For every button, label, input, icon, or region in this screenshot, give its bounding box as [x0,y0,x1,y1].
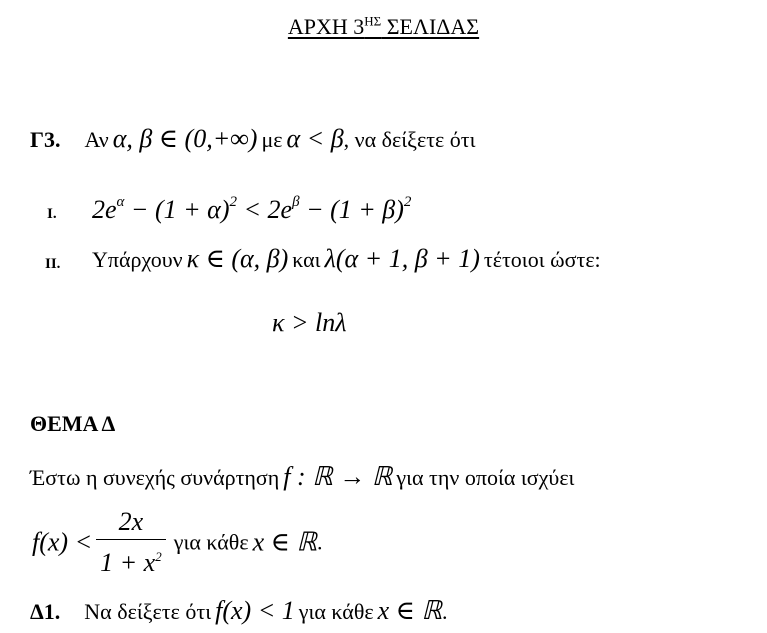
d1-question: Δ1. Να δείξετε ότι f(x) < 1 για κάθε x ∈ ℝ. [30,596,448,625]
d1-text-forall: για κάθε [298,599,374,624]
item-ii-statement [92,244,601,274]
g3-intro-text-end: , να δείξετε ότι [343,127,476,152]
page-header [0,14,767,40]
theme-d-title: ΘΕΜΑ Δ [30,411,116,436]
fraction-denominator: $1 + x^2$ [100,548,162,577]
item-ii-conclusion: κ > lnλ [272,308,347,337]
theme-d-fraction [96,505,166,580]
item-i-number: I. [47,206,57,222]
g3-question [30,124,476,154]
theme-d-text-holds: για την οποία ισχύει [396,465,575,490]
item-ii-text-such-that: τέτοιοι ώστε: [483,247,601,272]
g3-intro-text: Αν [84,127,109,152]
theme-d-ineq-lhs: f(x) < [32,527,93,557]
item-i-formula: $2e^\alpha - (1 + \alpha)^2 < 2e^\beta - (1 + \beta)^2$ [92,194,412,224]
d1-text-show: Να δείξετε ότι [84,599,212,624]
fraction-numerator: 2x [96,505,166,540]
g3-intro-math-inequality: α < β [286,124,344,153]
theme-d-math-domain: x ∈ ℝ [252,527,317,557]
g3-intro-math-domain: α, β ∈ (0,+∞) [112,124,258,153]
theme-d-line1 [30,462,574,492]
theme-d-math-function: f : ℝ → ℝ [283,462,393,491]
item-ii-math-lambda: λ(α + 1, β + 1) [324,244,480,273]
d1-math-bound: f(x) < 1 [215,596,295,625]
theme-d-text-forall: για κάθε [173,529,249,555]
g3-label: Γ3. [30,127,61,152]
item-ii-text-and: και [292,247,321,272]
item-ii-number: II. [45,256,61,272]
page-header-title: ΑΡΧΗ $3^{H\Sigma}$ ΣΕΛΙΔΑΣ [287,14,480,40]
d1-math-domain: x ∈ ℝ [377,596,443,625]
item-ii-text-exist: Υπάρχουν [92,247,183,272]
item-ii-math-kappa: κ ∈ (α, β) [186,244,289,273]
theme-d-inequality: f(x) < $\frac{2x}{1 + x^2}$ για κάθε x ∈ ℝ. [32,505,322,580]
theme-d-text-let: Έστω η συνεχής συνάρτηση [30,465,280,490]
d1-label: Δ1. [30,599,61,624]
g3-intro-text-me: με [261,127,283,152]
